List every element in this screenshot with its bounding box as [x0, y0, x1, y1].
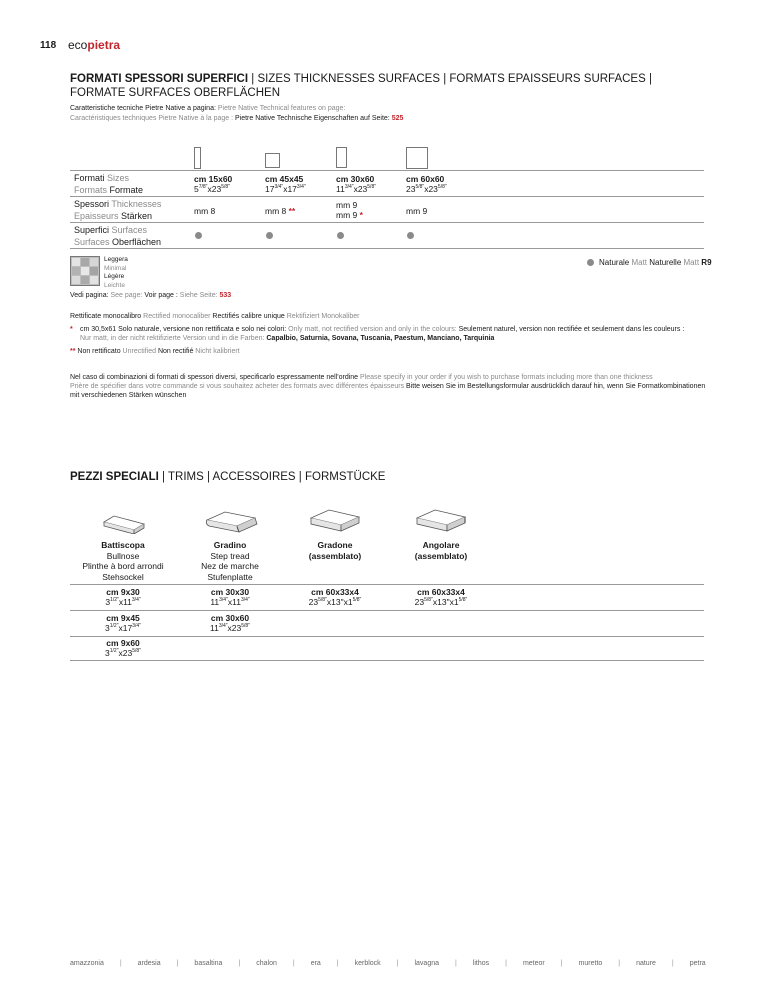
- surface-dot-15x60: [195, 232, 202, 239]
- note-star-text: cm 30,5x61 Solo naturale, versione non rettificata e solo nei colori: Only matt, not rectified version and only in the colours: Seulement naturel, version non rectifiée et seulement dans les couleurs : Nur matt, in der nicht rektifizierte Version und in die Farben: Capalbio, Saturnia, Sovana, Tuscania, Paestum, Manciano, Tarquinia: [80, 326, 685, 342]
- trim-gradone: Gradone (assemblato): [308, 540, 362, 561]
- thickness-60x60: mm 9: [406, 206, 428, 216]
- section-formats-title-bold: FORMATI SPESSORI SUPERFICI: [70, 73, 249, 85]
- tech-line2-de: Pietre Native Technische Eigenschaften auf Seite:: [233, 114, 390, 122]
- weight-legend: Leggera Minimal Légère Leichte: [104, 256, 128, 289]
- brand-pietra: pietra: [87, 38, 121, 52]
- format-col-15x60: cm 15x60 $5^{7/8"}x23^{5/8"}$: [194, 174, 233, 194]
- size-angolare-60x33x4: cm 60x33x4 $23^{5/8"}x13"x1^{5/8"}$: [414, 587, 468, 607]
- see-page-link[interactable]: 533: [217, 292, 232, 299]
- surface-dot-45x45: [266, 232, 273, 239]
- bullnose-trim-icon: [100, 508, 146, 534]
- nav-petra[interactable]: petra: [689, 960, 706, 967]
- nav-lavagna[interactable]: lavagna: [414, 960, 440, 967]
- nav-muretto[interactable]: muretto: [578, 960, 603, 967]
- size-gradone-60x33x4: cm 60x33x4 $23^{5/8"}x13"x1^{5/8"}$: [308, 587, 362, 607]
- note-combinations: Nel caso di combinazioni di formati di spessori diversi, specificarlo espressamente nell'ordine Please specify in your order if you wish to purchase formats including more than one thickness Prière de spécifier dans votre commande si vous souhaitez acheter des formats avec différentes épaisseurs Bitte weisen Sie im Bestellungsformular ausdrücklich darauf hin, wenn Sie Formatkombinationen mit verschiedenen Stärken wünschen: [70, 374, 706, 399]
- nav-lithos[interactable]: lithos: [472, 960, 490, 967]
- tech-line2-fr: Caractéristiques techniques Pietre Native à la page :: [70, 114, 234, 122]
- thickness-30x60: mm 9 mm 9 *: [336, 200, 363, 220]
- row-label-surfaces: Superfici Surfaces Surfaces Oberflächen: [74, 225, 162, 247]
- section-trims-title: [70, 470, 385, 484]
- note-mark-star: *: [359, 210, 363, 220]
- weight-grid-icon: [70, 256, 100, 286]
- section-trims-title-bold: PEZZI SPECIALI: [70, 471, 159, 483]
- size-battiscopa-9x30: cm 9x30 $3^{1/2"}x11^{3/4"}$: [105, 587, 141, 607]
- finish-legend: Naturale Matt Naturelle Matt R9: [599, 258, 712, 267]
- row-label-sizes: Formati Sizes Formats Formate: [74, 173, 144, 195]
- page-number: 118: [40, 40, 57, 51]
- nav-meteor[interactable]: meteor: [522, 960, 545, 967]
- tech-line1-en: Pietre Native Technical features on page:: [215, 105, 346, 112]
- thickness-15x60: mm 8: [194, 206, 216, 216]
- size-battiscopa-9x45: cm 9x45 $3^{1/2"}x17^{3/4"}$: [105, 613, 141, 633]
- trim-angolare: Angolare (assemblato): [414, 540, 468, 561]
- format-col-30x60: cm 30x60 $11^{3/4"}x23^{5/8"}$: [336, 174, 377, 194]
- surface-dot-60x60: [407, 232, 414, 239]
- brand-logo: [68, 38, 120, 52]
- finish-dot-icon: [587, 259, 594, 266]
- see-page-ref: Vedi pagina: See page: Voir page : Siehe Seite: 533: [70, 292, 232, 299]
- nav-ardesia[interactable]: ardesia: [137, 960, 161, 967]
- tech-line1-it: Caratteristiche tecniche Pietre Native a pagina:: [70, 105, 216, 112]
- nav-amazzonia[interactable]: amazzonia: [70, 960, 104, 967]
- trim-battiscopa: Battiscopa Bullnose Plinthe à bord arrondi Stehsockel: [82, 540, 164, 582]
- nav-nature[interactable]: nature: [636, 960, 656, 967]
- section-formats-title: [70, 72, 710, 100]
- step-tread-icon: [203, 506, 259, 534]
- brand-eco: eco: [68, 38, 88, 52]
- nav-chalon[interactable]: chalon: [256, 960, 277, 967]
- format-col-45x45: cm 45x45 $17^{3/4"}x17^{3/4"}$: [265, 174, 306, 194]
- format-col-60x60: cm 60x60 $23^{5/8"}x23^{5/8"}$: [406, 174, 447, 194]
- size-gradino-30x30: cm 30x30 $11^{3/4"}x11^{3/4"}$: [210, 587, 250, 607]
- note-star: *: [70, 326, 73, 333]
- section-trims-title-rest: | TRIMS | ACCESSOIRES | FORMSTÜCKE: [158, 471, 386, 483]
- note-rectified: Rettificate monocalibro Rectified monocaliber Rectifiés calibre unique Rektifiziert Monokaliber: [70, 313, 360, 320]
- trim-gradino: Gradino Step tread Nez de marche Stufenplatte: [201, 540, 259, 582]
- format-30x60-icon: [336, 147, 347, 168]
- collection-nav: amazzonia | ardesia | basaltina | chalon | era | kerblock | lavagna | lithos | meteor | muretto | nature | petra: [70, 960, 706, 967]
- note-mark-unrectified: **: [288, 206, 296, 216]
- format-45x45-icon: [265, 153, 280, 168]
- row-label-thicknesses: Spessori Thicknesses Epaisseurs Stärken: [74, 199, 162, 221]
- format-15x60-icon: [194, 147, 201, 169]
- nav-era[interactable]: era: [310, 960, 321, 967]
- nav-kerblock[interactable]: kerblock: [354, 960, 381, 967]
- angolare-icon: [413, 506, 469, 534]
- tech-page-link[interactable]: 525: [391, 114, 404, 122]
- section-formats-title-rest: | SIZES THICKNESSES SURFACES | FORMATS EPAISSEURS SURFACES | FORMATE SURFACES OBERFLÄCHEN: [70, 73, 652, 99]
- gradone-icon: [307, 506, 363, 534]
- technical-reference: [70, 104, 710, 123]
- size-battiscopa-9x60: cm 9x60 $3^{1/2"}x23^{5/8"}$: [105, 638, 141, 658]
- thickness-45x45: mm 8 **: [265, 206, 296, 216]
- format-60x60-icon: [406, 147, 428, 169]
- note-double-star: ** Non rettificato Unrectified Non rectifié Nicht kalibriert: [70, 348, 240, 355]
- size-gradino-30x60: cm 30x60 $11^{3/4"}x23^{5/8"}$: [209, 613, 250, 633]
- surface-dot-30x60: [337, 232, 344, 239]
- nav-basaltina[interactable]: basaltina: [194, 960, 223, 967]
